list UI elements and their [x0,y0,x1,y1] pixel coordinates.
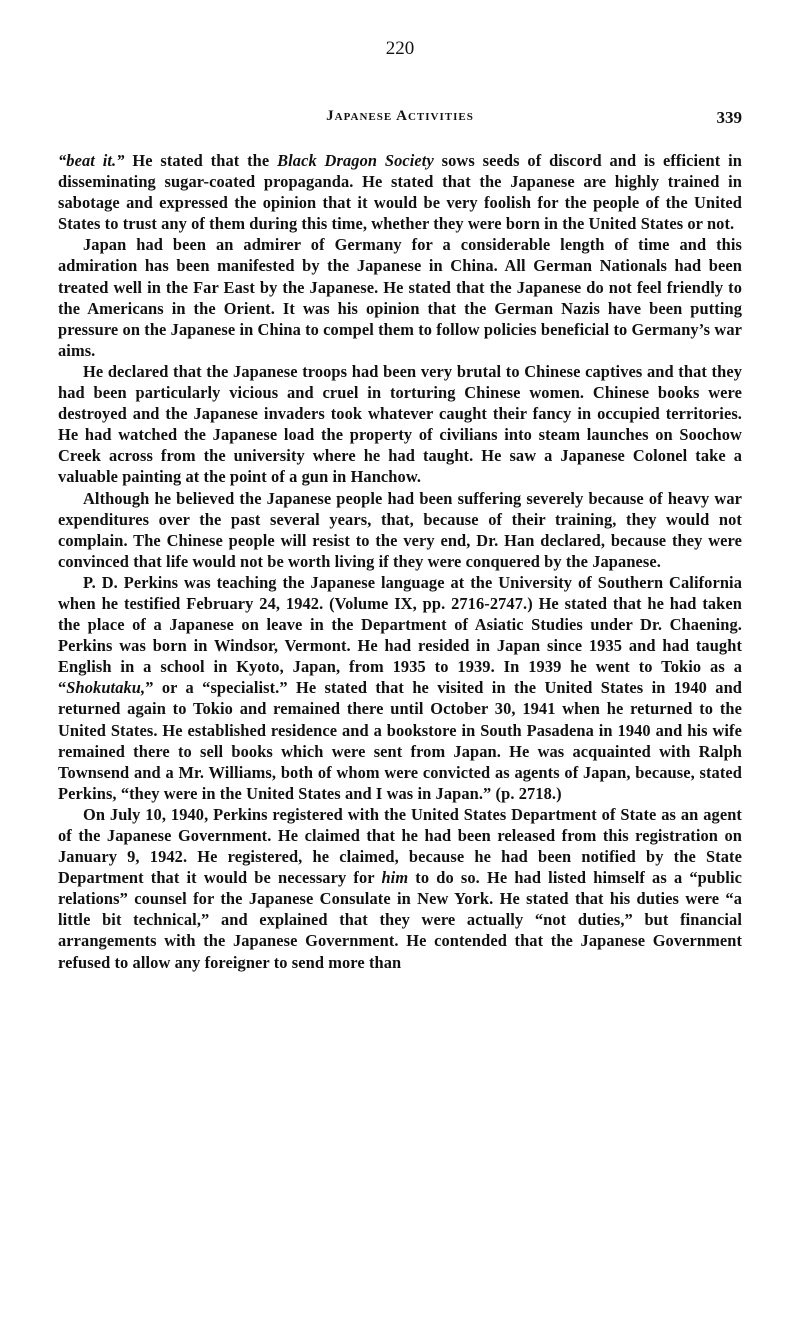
paragraph-6 [58,804,742,973]
text-segment: Although he believed the Japanese people had been suffering severely because of heavy war expenditures over the past several years, that, because of their training, they would not complain. The Chinese people will resist to the very end, Dr. Han declared, because they were convinced that life would not be worth living if they were conquered by the Japanese. [58,488,742,571]
inner-page-number: 339 [716,108,742,127]
text-segment: ” or a “specialist.” He stated that he visited in the United States in 1940 and returned again to Tokio and remained there until October 30, 1941 when he returned to the United States. He established residence and a bookstore in South Pasadena in 1940 and his wife remained there to sell books which were sent from Japan. He was acquainted with Ralph Townsend and a Mr. Williams, both of whom were convicted as agents of Japan, because, stated Perkins, “they were in the United States and I was in Japan.” (p. 2718.) [58,678,742,803]
text-segment: sows seeds of discord and is efficient in disseminating sugar-coated propaganda. He stated that the Japanese are highly trained in sabotage and expressed the opinion that it would be very foolish for the people of the United States to trust any of them during this time, whether they were born in the United States or not. [58,151,742,234]
paragraph-3 [58,361,742,488]
paragraph-1 [58,150,742,234]
paragraph-5 [58,572,742,804]
text-segment: him [381,868,409,888]
text-segment: He stated that the [124,151,278,170]
text-segment: Shokutaku, [66,678,146,698]
text-segment: Black Dragon Society [277,151,434,170]
body-text [58,150,742,973]
text-segment: He declared that the Japanese troops had been very brutal to Chinese captives and that they had been particularly vicious and cruel in torturing Chinese women. Chinese books were destroyed and the Japanese invaders took whatever caught their fancy in occupied territories. He had watched the Japanese load the property of civilians into steam launches on Soochow Creek across from the university where he had taught. He saw a Japanese Colonel take a valuable painting at the point of a gun in Hanchow. [58,361,742,487]
text-segment: Japan had been an admirer of Germany for a considerable length of time and this admiration has been manifested by the Japanese in China. All German Nationals had been treated well in the Far East by the Japanese. He stated that the Japanese do not feel friendly to the Americans in the Orient. It was his opinion that the German Nazis have been putting pressure on the Japanese in China to compel them to follow policies beneficial to Germany’s war aims. [58,235,742,360]
running-head [58,108,742,132]
text-segment: “beat it.” [58,151,125,170]
paragraph-4 [58,488,742,572]
paragraph-2 [58,234,742,361]
running-title: Japanese Activities [326,108,474,124]
text-segment: to do so. He had listed himself as a “public relations” counsel for the Japanese Consulate in New York. He stated that his duties were “a little bit technical,” and explained that they were actually “not duties,” but financial arrangements with the Japanese Government. He contended that the Japanese Government refused to allow any foreigner to send more than [58,868,742,972]
text-segment: On July 10, 1940, Perkins registered with the United States Department of State as an agent of the Japanese Government. He claimed that he had been released from this registration on January 9, 1942. He registered, he claimed, because he had been notified by the State Department that it would be necessary for [58,804,742,888]
outer-page-number: 220 [385,38,415,59]
text-segment: P. D. Perkins was teaching the Japanese language at the University of Southern California when he testified February 24, 1942. (Volume IX, pp. 2716-2747.) He stated that he had taken the place of a Japanese on leave in the Department of Asiatic Studies under Dr. Chaening. Perkins was born in Windsor, Vermont. He had resided in Japan since 1935 and had taught English in a school in Kyoto, Japan, from 1935 to 1939. In 1939 he went to Tokio as a “ [58,572,742,698]
